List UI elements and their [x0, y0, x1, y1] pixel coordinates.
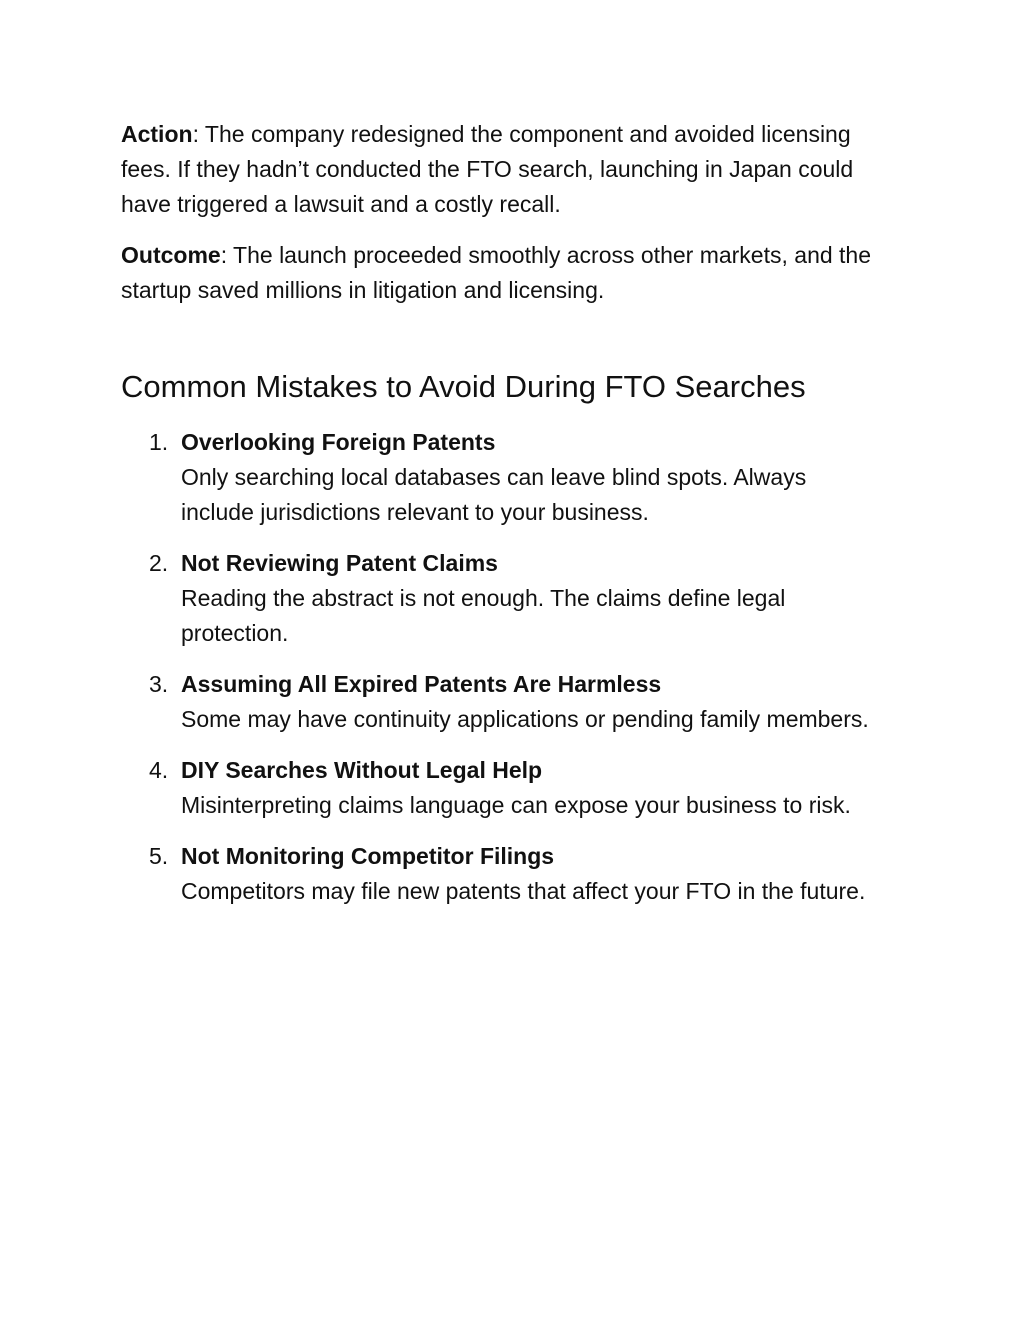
outcome-label: Outcome	[121, 242, 221, 268]
document-page	[121, 117, 881, 925]
list-item-title: DIY Searches Without Legal Help	[181, 757, 543, 783]
list-item-body: Some may have continuity applications or pending family members.	[181, 706, 869, 732]
list-item-number: 3.	[149, 671, 169, 697]
action-paragraph	[121, 117, 881, 222]
list-item-body: Reading the abstract is not enough. The claims define legal protection.	[181, 585, 786, 646]
list-item-body: Competitors may file new patents that affect your FTO in the future.	[181, 878, 866, 904]
list-item-number: 5.	[149, 843, 169, 869]
list-item-number: 2.	[149, 550, 169, 576]
list-item-title: Not Reviewing Patent Claims	[181, 550, 498, 576]
outcome-paragraph	[121, 238, 881, 308]
list-item-title: Assuming All Expired Patents Are Harmless	[181, 671, 662, 697]
list-item-number: 1.	[149, 429, 169, 455]
list-item	[121, 839, 881, 909]
list-item	[121, 425, 881, 530]
list-item-number: 4.	[149, 757, 169, 783]
list-item	[121, 546, 881, 651]
mistakes-list	[121, 425, 881, 909]
action-text: : The company redesigned the component and avoided licensing fees. If they hadn’t conducted the FTO search, launching in Japan could have triggered a lawsuit and a costly recall.	[121, 121, 854, 217]
list-item-body: Misinterpreting claims language can expose your business to risk.	[181, 792, 851, 818]
list-item-title: Not Monitoring Competitor Filings	[181, 843, 555, 869]
list-item	[121, 667, 881, 737]
list-item-body: Only searching local databases can leave blind spots. Always include jurisdictions relevant to your business.	[181, 464, 807, 525]
outcome-text: : The launch proceeded smoothly across other markets, and the startup saved millions in litigation and licensing.	[121, 242, 872, 303]
list-item-title: Overlooking Foreign Patents	[181, 429, 496, 455]
action-label: Action	[121, 121, 193, 147]
list-item	[121, 753, 881, 823]
section-heading: Common Mistakes to Avoid During FTO Searches	[121, 369, 806, 404]
